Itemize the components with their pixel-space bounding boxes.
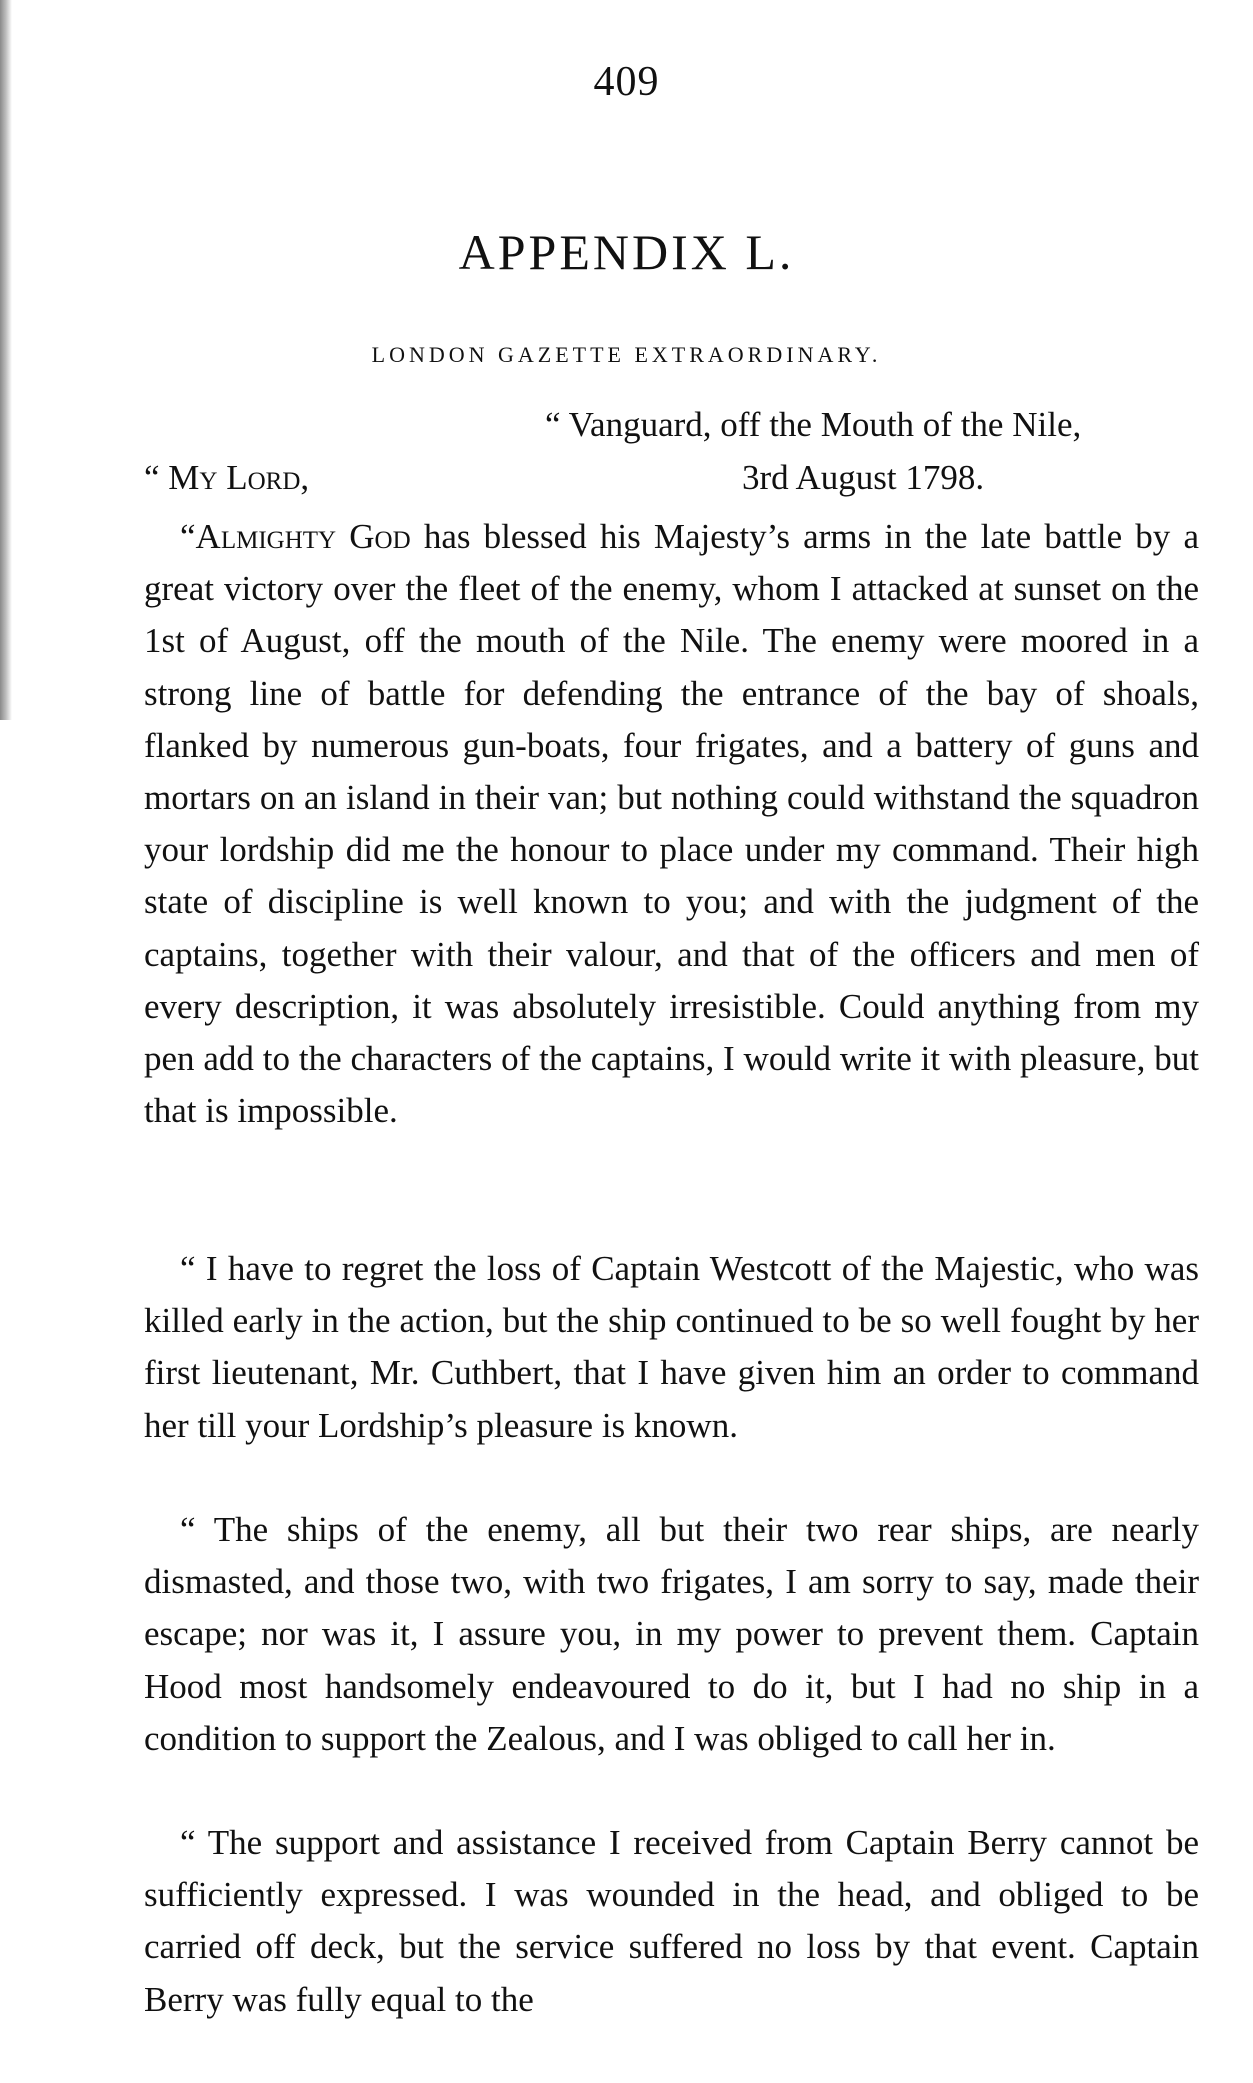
appendix-title: APPENDIX L.: [458, 224, 795, 280]
paragraph-3: [144, 1504, 1199, 1765]
paragraph-1-lead: Almighty God: [195, 517, 411, 556]
letter-location: “ Vanguard, off the Mouth of the Nile,: [545, 405, 1082, 444]
paragraph-2-text: “ I have to regret the loss of Captain Westcott of the Majestic, who was killed early in the action, but the ship continued to be so well fought by her first lieutenant, Mr. Cuthbert, that I have given him an order to command her till your Lordship’s pleasure is known.: [144, 1249, 1199, 1445]
paragraph-3-text: “ The ships of the enemy, all but their two rear ships, are nearly dismasted, and those two, with two frigates, I am sorry to say, made their escape; nor was it, I assure you, in my power to prevent them. Captain Hood most handsomely endeavoured to do it, but I had no ship in a condition to support the Zealous, and I was obliged to call her in.: [144, 1510, 1199, 1758]
salutation-quote: “: [144, 458, 169, 497]
salutation: [144, 458, 309, 498]
paragraph-2: [144, 1243, 1199, 1452]
paragraph-1-quote: “: [180, 517, 196, 556]
page-number: 409: [593, 59, 660, 105]
paragraph-1-text: has blessed his Majesty’s arms in the late battle by a great victory over the fleet of the enemy, whom I attacked at sunset on the 1st of August, off the mouth of the Nile. The enemy were moored in a strong line of battle for defending the entrance of the bay of shoals, flanked by numerous gun-boats, four frigates, and a battery of guns and mortars on an island in their van; but nothing could withstand the squadron your lordship did me the honour to place under my command. Their high state of discipline is well known to you; and with the judgment of the captains, together with their valour, and that of the officers and men of every description, it was absolutely irresistible. Could anything from my pen add to the characters of the captains, I would write it with pleasure, but that is impossible.: [144, 517, 1199, 1131]
salutation-text: My Lord,: [168, 458, 310, 497]
gazette-subtitle: LONDON GAZETTE EXTRAORDINARY.: [371, 342, 882, 367]
paragraph-4-text: “ The support and assistance I received from Captain Berry cannot be sufficiently expressed. I was wounded in the head, and obliged to be carried off deck, but the service suffered no loss by that event. Captain Berry was fully equal to the: [144, 1823, 1199, 2019]
paragraph-1: [144, 511, 1199, 1137]
letter-date: 3rd August 1798.: [742, 458, 985, 497]
paragraph-4: [144, 1817, 1199, 2026]
